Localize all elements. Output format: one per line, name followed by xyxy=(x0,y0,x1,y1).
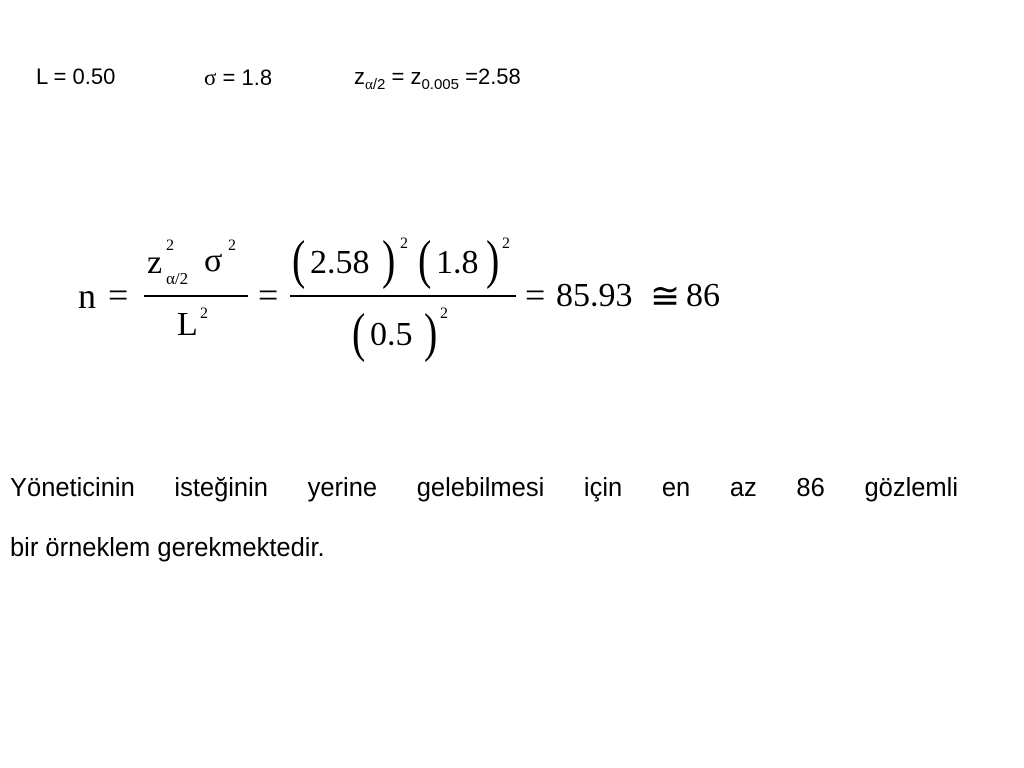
z-result: =2.58 xyxy=(459,64,521,89)
value-2-58: 2.58 xyxy=(310,244,370,281)
num-sigma-sup: 2 xyxy=(228,237,236,254)
conclusion-line-1: Yöneticinin isteğinin yerine gelebilmesi için en az 86 gözlemli xyxy=(10,474,958,502)
den-L-sup: 2 xyxy=(200,305,208,322)
paren-close-3: ) xyxy=(424,301,438,363)
num-sigma: σ xyxy=(204,242,223,279)
formula-rounded: 86 xyxy=(686,277,720,314)
num-z-sub: α/2 xyxy=(166,269,189,288)
formula-result: 85.93 xyxy=(556,277,633,314)
paren-open-1: ( xyxy=(292,228,306,290)
value-1-8: 1.8 xyxy=(436,244,479,281)
z-sub-half: /2 xyxy=(372,76,386,93)
value-0-5: 0.5 xyxy=(370,316,413,353)
formula-eq3: = xyxy=(525,275,546,315)
paren-open-3: ( xyxy=(352,301,366,363)
sigma-value: = 1.8 xyxy=(216,65,273,90)
den-L: L xyxy=(177,306,198,343)
z-sub-alpha: α xyxy=(365,77,373,93)
paren-close-1: ) xyxy=(382,228,396,290)
sup-1-8: 2 xyxy=(502,235,510,252)
fraction-bar-1 xyxy=(144,295,248,297)
sup-2-58: 2 xyxy=(400,235,408,252)
num-z: z xyxy=(147,244,163,281)
approx-sign: ≅ xyxy=(650,276,681,316)
formula-eq1: = xyxy=(108,275,129,315)
formula-eq2: = xyxy=(258,275,279,315)
z-letter: z xyxy=(354,64,365,89)
num-z-sup: 2 xyxy=(166,237,174,254)
z-equals: = z xyxy=(385,64,422,89)
formula-lhs-n: n xyxy=(78,276,96,316)
sup-0-5: 2 xyxy=(440,305,448,322)
conclusion-line-2: bir örneklem gerekmektedir. xyxy=(10,534,325,562)
paren-open-2: ( xyxy=(418,228,432,290)
paren-close-2: ) xyxy=(486,228,500,290)
sigma-symbol: σ xyxy=(204,65,217,90)
fraction-bar-2 xyxy=(290,295,516,297)
z-sub-value: 0.005 xyxy=(421,76,459,93)
given-L-text: L = 0.50 xyxy=(36,64,116,89)
